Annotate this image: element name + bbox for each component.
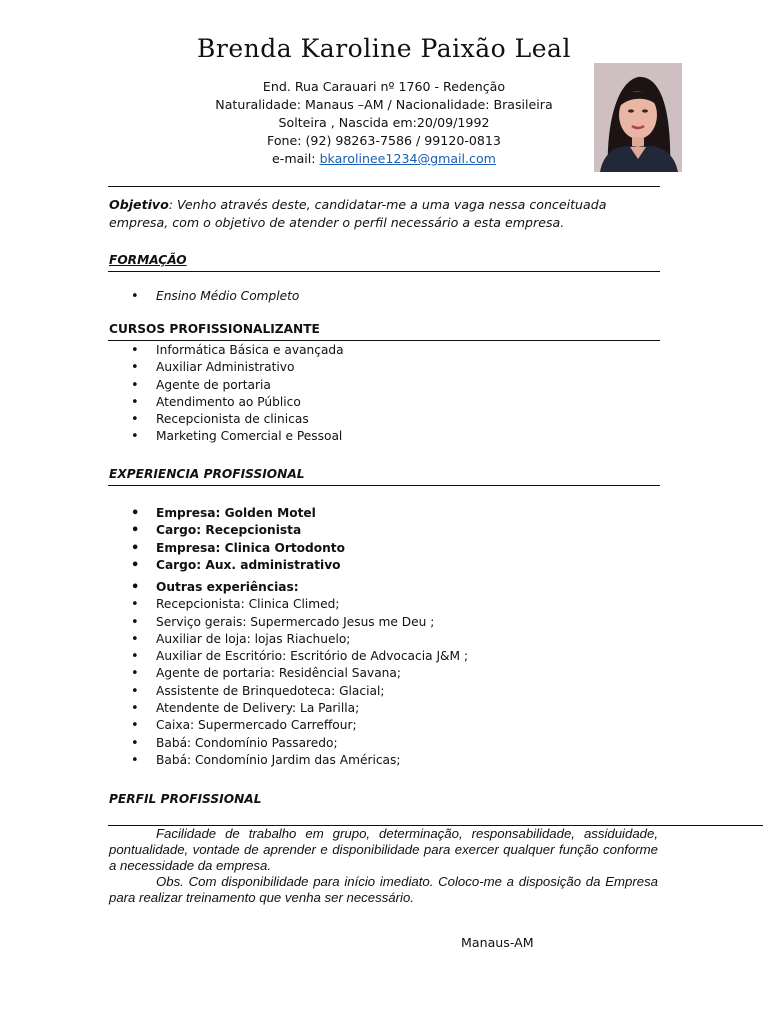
outras-experiencias-list xyxy=(109,579,468,769)
list-item: • Babá: Condomínio Passaredo; xyxy=(109,735,468,752)
section-heading-perfil: PERFIL PROFISSIONAL xyxy=(109,792,262,806)
list-item: • Empresa: Golden Motel xyxy=(109,505,345,522)
list-item: • Empresa: Clinica Ortodonto xyxy=(109,540,345,557)
candidate-name: Brenda Karoline Paixão Leal xyxy=(197,34,571,63)
nationality-line: Naturalidade: Manaus –AM / Nacionalidade: Brasileira xyxy=(215,97,553,112)
email-link[interactable]: bkarolinee1234@gmail.com xyxy=(319,151,496,166)
section-heading-experiencia: EXPERIENCIA PROFISSIONAL xyxy=(109,467,305,481)
formacao-list xyxy=(109,288,299,305)
experiencia-divider xyxy=(108,485,660,486)
list-item: • Cargo: Recepcionista xyxy=(109,522,345,539)
address-line: End. Rua Carauari nº 1760 - Redenção xyxy=(262,79,506,94)
email-line xyxy=(180,150,588,168)
list-item: • Agente de portaria: Residêncial Savana; xyxy=(109,665,468,682)
formacao-divider xyxy=(108,271,660,272)
portrait-image xyxy=(594,63,682,172)
list-item: • Assistente de Brinquedoteca: Glacial; xyxy=(109,683,468,700)
objective-label: Objetivo xyxy=(109,197,169,212)
list-item: • Cargo: Aux. administrativo xyxy=(109,557,345,574)
profile-photo xyxy=(594,63,682,172)
list-item: • Informática Básica e avançada xyxy=(109,342,344,359)
experiencia-main-list xyxy=(109,505,345,574)
cursos-divider xyxy=(108,340,660,341)
list-item: • Agente de portaria xyxy=(109,377,344,394)
contact-block xyxy=(180,78,588,168)
outras-experiencias-label: • Outras experiências: xyxy=(109,579,468,596)
cursos-list xyxy=(109,342,344,446)
list-item: • Atendente de Delivery: La Parilla; xyxy=(109,700,468,717)
perfil-paragraph-1: Facilidade de trabalho em grupo, determinação, responsabilidade, assiduidade, pontualidade, vontade de aprender e disponibilidade para exercer qualquer função conforme a necessidade da empresa. xyxy=(109,826,658,873)
list-item: • Recepcionista: Clinica Climed; xyxy=(109,596,468,613)
perfil-paragraphs xyxy=(109,826,658,906)
civil-status-line: Solteira , Nascida em:20/09/1992 xyxy=(278,115,490,130)
city-signature: Manaus-AM xyxy=(461,935,534,950)
list-item: • Babá: Condomínio Jardim das Américas; xyxy=(109,752,468,769)
phone-line: Fone: (92) 98263-7586 / 99120-0813 xyxy=(267,133,501,148)
list-item: • Serviço gerais: Supermercado Jesus me Deu ; xyxy=(109,614,468,631)
section-heading-cursos: CURSOS PROFISSIONALIZANTE xyxy=(109,322,320,336)
header-divider xyxy=(108,186,660,187)
list-item: • Recepcionista de clinicas xyxy=(109,411,344,428)
objective-paragraph xyxy=(109,196,661,232)
list-item: • Auxiliar Administrativo xyxy=(109,359,344,376)
list-item: • Caixa: Supermercado Carreffour; xyxy=(109,717,468,734)
list-item: • Auxiliar de loja: lojas Riachuelo; xyxy=(109,631,468,648)
objective-text: : Venho através deste, candidatar-me a uma vaga nessa conceituada empresa, com o objetivo de atender o perfil necessário a esta empresa. xyxy=(109,197,607,230)
list-item: • Auxiliar de Escritório: Escritório de Advocacia J&M ; xyxy=(109,648,468,665)
section-heading-formacao: FORMAÇÃO xyxy=(109,253,187,267)
list-item: • Ensino Médio Completo xyxy=(109,288,299,305)
list-item: • Atendimento ao Público xyxy=(109,394,344,411)
email-label: e-mail: xyxy=(272,151,320,166)
list-item: • Marketing Comercial e Pessoal xyxy=(109,428,344,445)
perfil-paragraph-2: Obs. Com disponibilidade para início imediato. Coloco-me a disposição da Empresa para realizar treinamento que venha ser necessário. xyxy=(109,874,658,905)
